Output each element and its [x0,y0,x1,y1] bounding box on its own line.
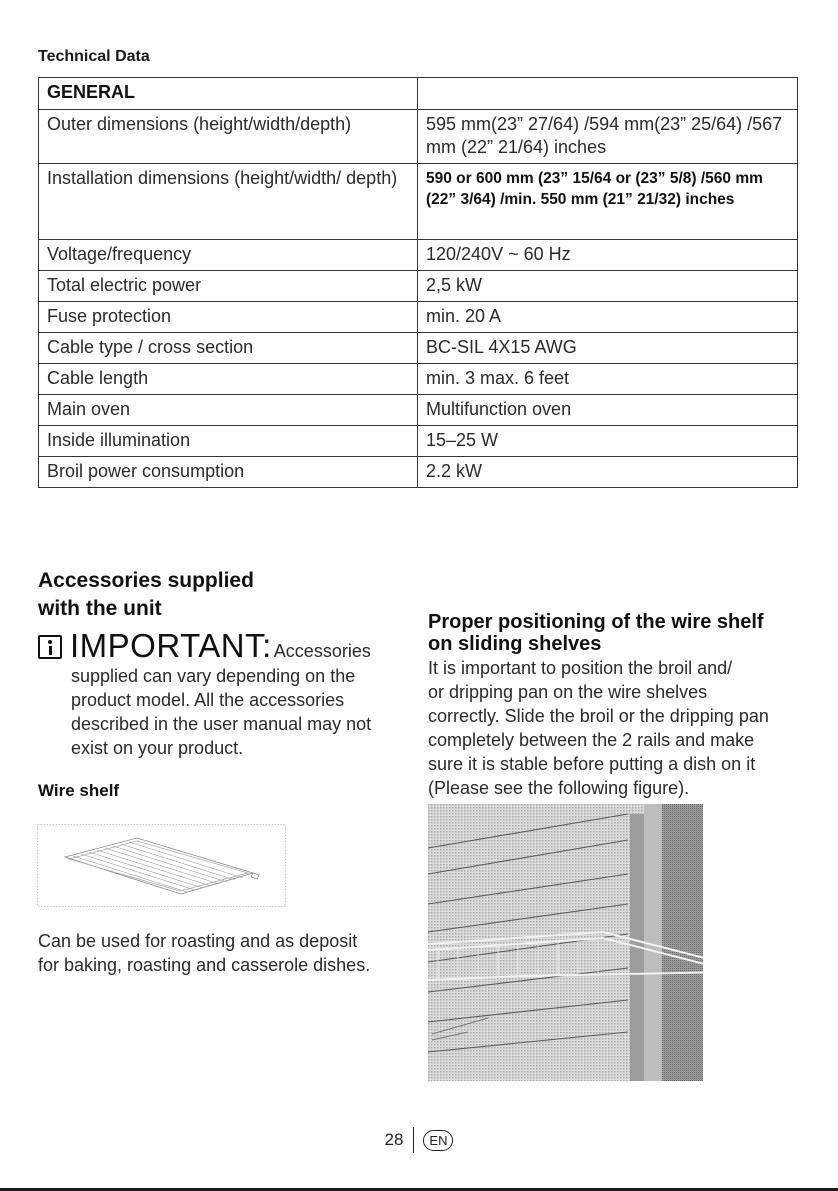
table-cell-label: Broil power consumption [39,457,418,488]
table-row [39,240,798,271]
table-cell-value: 590 or 600 mm (23” 15/64 or (23” 5/8) /560 mm (22” 3/64) /min. 550 mm (21” 21/32) inches [418,164,798,240]
page-footer [0,1127,838,1153]
technical-data-table [38,77,798,488]
important-lead: Accessories [273,641,371,661]
accessories-heading [38,567,418,623]
table-row [39,426,798,457]
page-number: 28 [384,1130,404,1149]
positioning-line: completely between the 2 rails and make [428,730,755,750]
important-line: exist on your product. [71,738,244,758]
wire-shelf-heading: Wire shelf [38,781,120,800]
table-cell-value: min. 20 A [418,302,798,333]
table-row [39,164,798,240]
table-cell-value: BC-SIL 4X15 AWG [418,333,798,364]
table-cell-label: Inside illumination [39,426,418,457]
positioning-line: (Please see the following figure). [428,778,690,798]
oven-wire-shelf-image [428,804,703,1081]
wire-shelf-image [37,824,286,907]
wire-shelf-line: for baking, roasting and casserole dishes. [38,955,371,975]
table-row [39,333,798,364]
table-row [39,302,798,333]
table-cell-value: Multifunction oven [418,395,798,426]
footer-separator [413,1127,414,1153]
table-cell-label: Outer dimensions (height/width/depth) [39,110,418,164]
language-badge: EN [423,1130,453,1151]
table-row [39,110,798,164]
important-note [38,627,398,665]
table-cell-label: Cable length [39,364,418,395]
positioning-heading [428,611,818,655]
table-cell-label: Voltage/frequency [39,240,418,271]
important-label: IMPORTANT: [70,627,272,664]
positioning-line: It is important to position the broil and/ [428,658,733,678]
section-title-technical-data: Technical Data [38,48,150,65]
table-header-general: GENERAL [39,78,418,110]
table-row [39,364,798,395]
table-cell-label: Main oven [39,395,418,426]
positioning-body [428,656,818,800]
table-cell-value: 120/240V ~ 60 Hz [418,240,798,271]
table-row [39,271,798,302]
positioning-line: sure it is stable before putting a dish on it [428,754,756,774]
table-cell-value: 595 mm(23” 27/64) /594 mm(23” 25/64) /567 mm (22” 21/64) inches [418,110,798,164]
table-cell-value: 15–25 W [418,426,798,457]
info-icon [38,635,62,659]
important-line: described in the user manual may not [71,714,372,734]
table-cell-label: Installation dimensions (height/width/ depth) [39,164,418,240]
wire-shelf-description [38,929,408,977]
important-body [71,664,411,760]
positioning-line: or dripping pan on the wire shelves [428,682,708,702]
important-line: supplied can vary depending on the [71,666,356,686]
important-line: product model. All the accessories [71,690,345,710]
table-row [39,395,798,426]
table-cell-label: Fuse protection [39,302,418,333]
accessories-heading-line2: with the unit [38,597,162,620]
positioning-heading-line2: on sliding shelves [428,633,602,655]
table-cell-value: min. 3 max. 6 feet [418,364,798,395]
table-cell-value: 2.2 kW [418,457,798,488]
table-cell-value: 2,5 kW [418,271,798,302]
positioning-heading-line1: Proper positioning of the wire shelf [428,611,764,633]
table-cell-label: Cable type / cross section [39,333,418,364]
table-header-empty-cell [418,78,798,110]
table-row [39,457,798,488]
wire-shelf-line: Can be used for roasting and as deposit [38,931,358,951]
positioning-line: correctly. Slide the broil or the dripping pan [428,706,769,726]
table-cell-label: Total electric power [39,271,418,302]
table-header-row [39,78,798,110]
accessories-heading-line1: Accessories supplied [38,569,254,592]
